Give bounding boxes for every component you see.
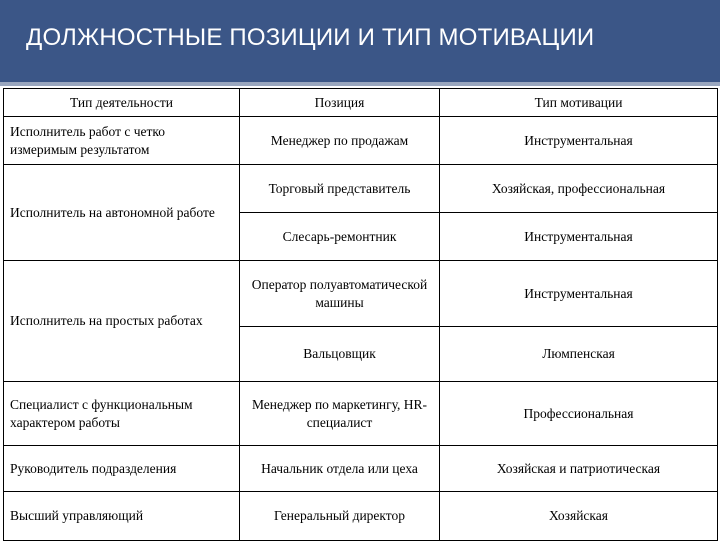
activity-cell: Руководитель подразделения [4, 446, 240, 492]
position-cell: Оператор полуавтоматической машины [240, 261, 440, 327]
position-cell: Слесарь-ремонтник [240, 213, 440, 261]
table-row [4, 261, 718, 327]
motivation-cell: Хозяйская [440, 492, 718, 541]
position-cell: Начальник отдела или цеха [240, 446, 440, 492]
motivation-cell: Инструментальная [440, 213, 718, 261]
motivation-cell: Хозяйская, профессиональная [440, 165, 718, 213]
motivation-cell: Хозяйская и патриотическая [440, 446, 718, 492]
activity-cell: Исполнитель на автономной работе [4, 165, 240, 261]
motivation-cell: Инструментальная [440, 261, 718, 327]
position-cell: Генеральный директор [240, 492, 440, 541]
motivation-cell: Инструментальная [440, 117, 718, 165]
table-row [4, 165, 718, 213]
header-activity: Тип деятельности [4, 89, 240, 117]
activity-cell: Исполнитель на простых работах [4, 261, 240, 382]
header-position: Позиция [240, 89, 440, 117]
table-row [4, 446, 718, 492]
title-bar [0, 0, 720, 86]
table-row [4, 382, 718, 446]
motivation-cell: Профессиональная [440, 382, 718, 446]
activity-cell: Высший управляющий [4, 492, 240, 541]
position-cell: Вальцовщик [240, 327, 440, 382]
motivation-table [3, 88, 718, 541]
activity-cell: Специалист с функциональным характером работы [4, 382, 240, 446]
position-cell: Менеджер по продажам [240, 117, 440, 165]
page-title: ДОЛЖНОСТНЫЕ ПОЗИЦИИ И ТИП МОТИВАЦИИ [26, 24, 595, 51]
activity-cell: Исполнитель работ с четко измеримым результатом [4, 117, 240, 165]
table-row [4, 492, 718, 541]
motivation-cell: Люмпенская [440, 327, 718, 382]
table-header-row [4, 89, 718, 117]
position-cell: Торговый представитель [240, 165, 440, 213]
table-row [4, 117, 718, 165]
header-motivation: Тип мотивации [440, 89, 718, 117]
position-cell: Менеджер по маркетингу, HR-специалист [240, 382, 440, 446]
